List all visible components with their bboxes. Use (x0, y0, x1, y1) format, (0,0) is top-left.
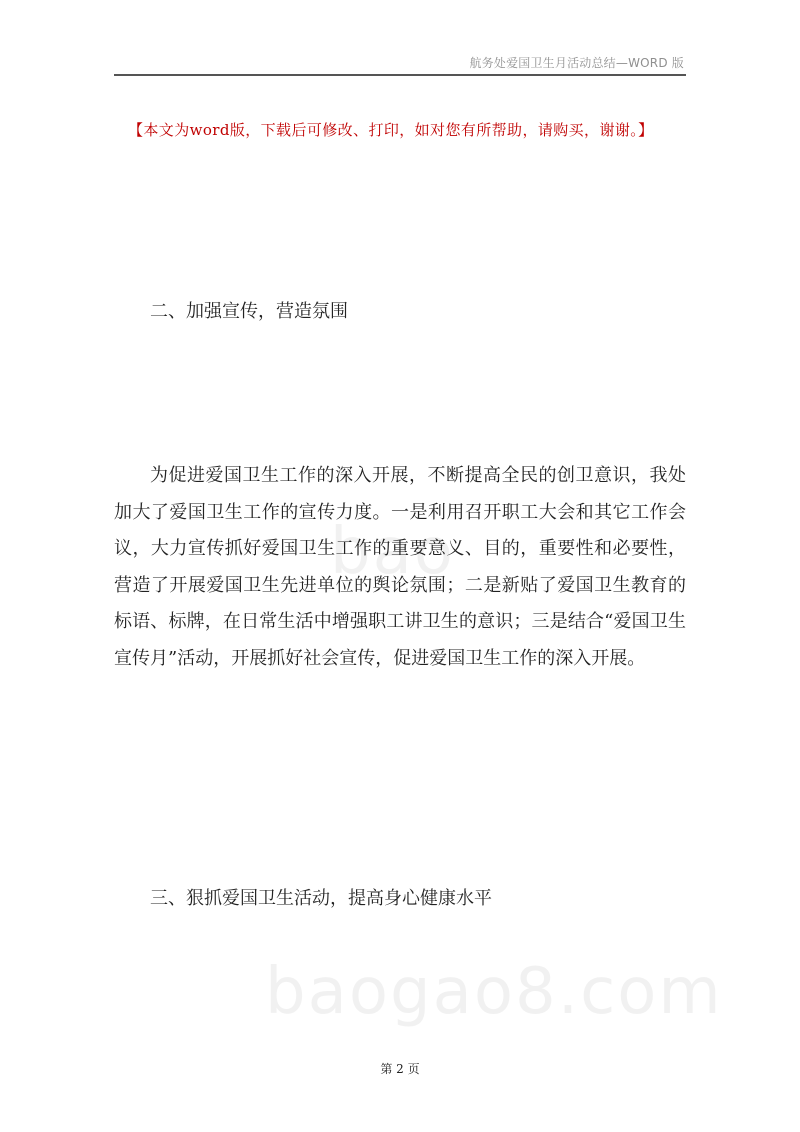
watermark-upper: bao (330, 515, 455, 589)
header-divider (114, 74, 686, 76)
section-2-paragraph: 为促进爱国卫生工作的深入开展，不断提高全民的创卫意识，我处加大了爱国卫生工作的宣传力度。一是利用召开职工大会和其它工作会议，大力宣传抓好爱国卫生工作的重要意义、目的，重要性和必要性，营造了开展爱国卫生先进单位的舆论氛围；二是新贴了爱国卫生教育的标语、标牌，在日常生活中增强职工讲卫生的意识；三是结合“爱国卫生宣传月”活动，开展抓好社会宣传，促进爱国卫生工作的深入开展。 (114, 465, 686, 669)
purchase-notice: 【本文为word版，下载后可修改、打印，如对您有所帮助，请购买，谢谢。】 (128, 121, 654, 139)
page-number: 第 2 页 (380, 1062, 420, 1076)
watermark-lower: baogao8.com (265, 955, 723, 1029)
section-heading-3: 三、狠抓爱国卫生活动，提高身心健康水平 (150, 888, 492, 909)
running-header-title: 航务处爱国卫生月活动总结—WORD 版 (469, 56, 684, 70)
section-heading-2: 二、加强宣传，营造氛围 (150, 301, 348, 322)
